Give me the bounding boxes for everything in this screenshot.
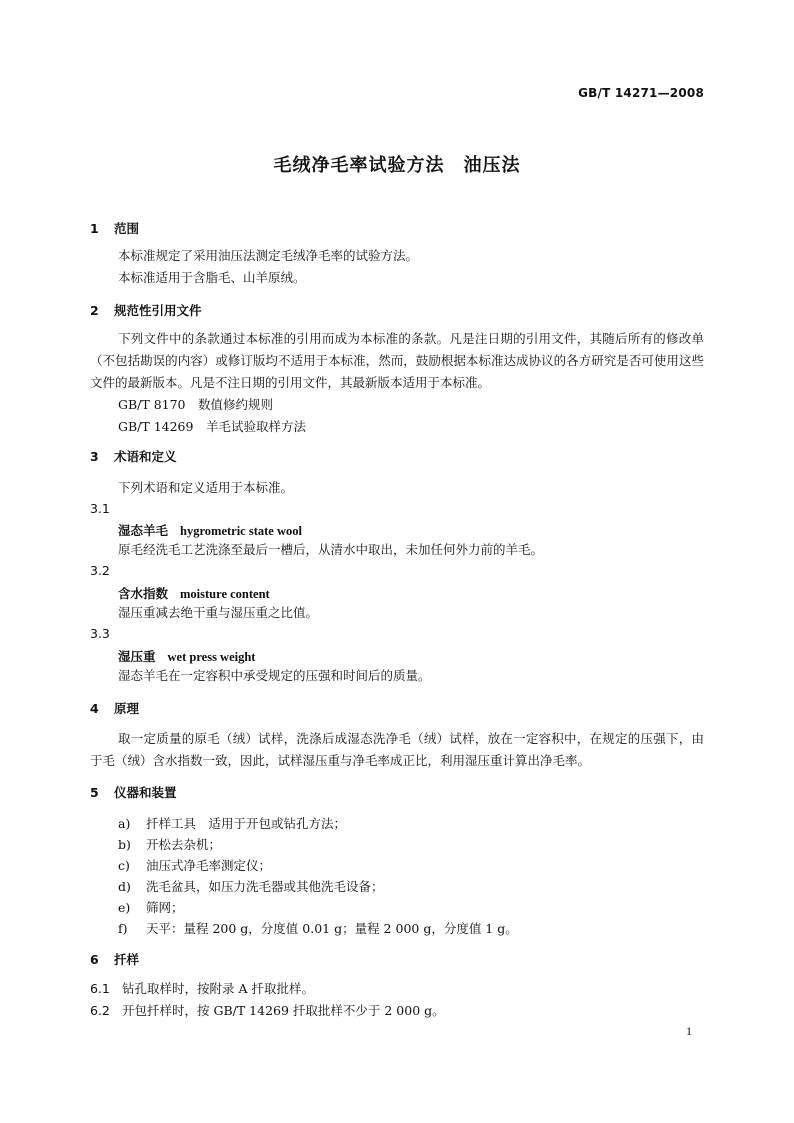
section-title: 扦样: [114, 952, 140, 967]
list-text: 天平：量程 200 g，分度值 0.01 g；量程 2 000 g，分度值 1 g。: [146, 921, 518, 936]
list-text: 筛网；: [146, 900, 184, 915]
paragraph: 本标准规定了采用油压法测定毛绒净毛率的试验方法。: [118, 248, 419, 263]
section-number: 2: [90, 303, 99, 318]
section-title: 术语和定义: [114, 449, 177, 464]
list-item: [118, 856, 271, 874]
subclause-text: 钻孔取样时，按附录 A 扦取批样。: [122, 981, 314, 996]
section-number: 5: [90, 785, 99, 800]
term-en: wet press weight: [167, 650, 256, 664]
list-item: [118, 877, 384, 895]
list-label: c): [118, 858, 130, 873]
section-title: 仪器和装置: [114, 785, 177, 800]
list-text: 油压式净毛率测定仪；: [146, 858, 272, 873]
term-heading: [118, 521, 302, 539]
list-label: d): [118, 879, 131, 894]
term-definition: 湿态羊毛在一定容积中承受规定的压强和时间后的质量。: [118, 668, 431, 683]
paragraph: 取一定质量的原毛（绒）试样，洗涤后成湿态洗净毛（绒）试样，放在一定容积中，在规定的压强下，由于毛（绒）含水指数一致，因此，试样湿压重与净毛率成正比，利用湿压重计算出净毛率。: [90, 731, 704, 768]
section-number: 4: [90, 701, 99, 716]
term-en: moisture content: [180, 587, 270, 601]
list-item: [118, 835, 221, 853]
section-1-heading: [90, 219, 139, 237]
term-definition: 原毛经洗毛工艺洗涤至最后一槽后，从清水中取出，未加任何外力前的羊毛。: [118, 542, 544, 557]
section-number: 3: [90, 449, 99, 464]
section-5-heading: [90, 783, 177, 801]
list-text: 扦样工具 适用于开包或钻孔方法；: [146, 816, 347, 831]
subclause-number: 6.1: [90, 981, 110, 996]
subclause: [90, 1000, 445, 1022]
list-item: [118, 814, 346, 832]
list-item: [118, 898, 184, 916]
section-3-heading: [90, 447, 177, 465]
term-heading: [118, 584, 270, 602]
list-label: b): [118, 837, 131, 852]
reference-item: GB/T 14269 羊毛试验取样方法: [118, 419, 306, 434]
paragraph: 下列文件中的条款通过本标准的引用而成为本标准的条款。凡是注日期的引用文件，其随后所有的修改单（不包括勘误的内容）或修订版均不适用于本标准，然而，鼓励根据本标准达成协议的各方研究是否可使用这些文件的最新版本。凡是不注日期的引用文件，其最新版本适用于本标准。: [90, 331, 704, 390]
section-title: 原理: [114, 701, 140, 716]
section-title: 范围: [114, 221, 140, 236]
subclause: [90, 978, 314, 1000]
subclause-text: 开包扦样时，按 GB/T 14269 扦取批样不少于 2 000 g。: [122, 1003, 445, 1018]
paragraph: 下列术语和定义适用于本标准。: [118, 480, 294, 495]
section-number: 1: [90, 221, 99, 236]
section-title: 规范性引用文件: [114, 303, 202, 318]
paragraph: 本标准适用于含脂毛、山羊原绒。: [118, 270, 306, 285]
section-6-heading: [90, 950, 139, 968]
list-label: e): [118, 900, 131, 915]
subclause-number: 3.1: [90, 501, 110, 516]
reference-item: GB/T 8170 数值修约规则: [118, 397, 274, 412]
term-en: hygrometric state wool: [180, 524, 302, 538]
standard-number: GB/T 14271—2008: [578, 86, 704, 100]
subclause-number: 6.2: [90, 1003, 110, 1018]
subclause-number: 3.3: [90, 626, 110, 641]
term-heading: [118, 647, 255, 665]
page-number: 1: [686, 1024, 692, 1038]
term-definition: 湿压重减去绝干重与湿压重之比值。: [118, 605, 319, 620]
list-text: 开松去杂机；: [146, 837, 222, 852]
term-zh: 湿压重: [118, 649, 156, 664]
section-4-heading: [90, 699, 139, 717]
list-item: [118, 919, 518, 937]
term-zh: 湿态羊毛: [118, 523, 169, 538]
list-label: f): [118, 921, 128, 936]
document-title: 毛绒净毛率试验方法 油压法: [273, 155, 521, 176]
section-2-heading: [90, 301, 202, 319]
list-text: 洗毛盆具，如压力洗毛器或其他洗毛设备；: [146, 879, 384, 894]
term-zh: 含水指数: [118, 586, 169, 601]
list-label: a): [118, 816, 131, 831]
subclause-number: 3.2: [90, 563, 110, 578]
section-number: 6: [90, 952, 99, 967]
